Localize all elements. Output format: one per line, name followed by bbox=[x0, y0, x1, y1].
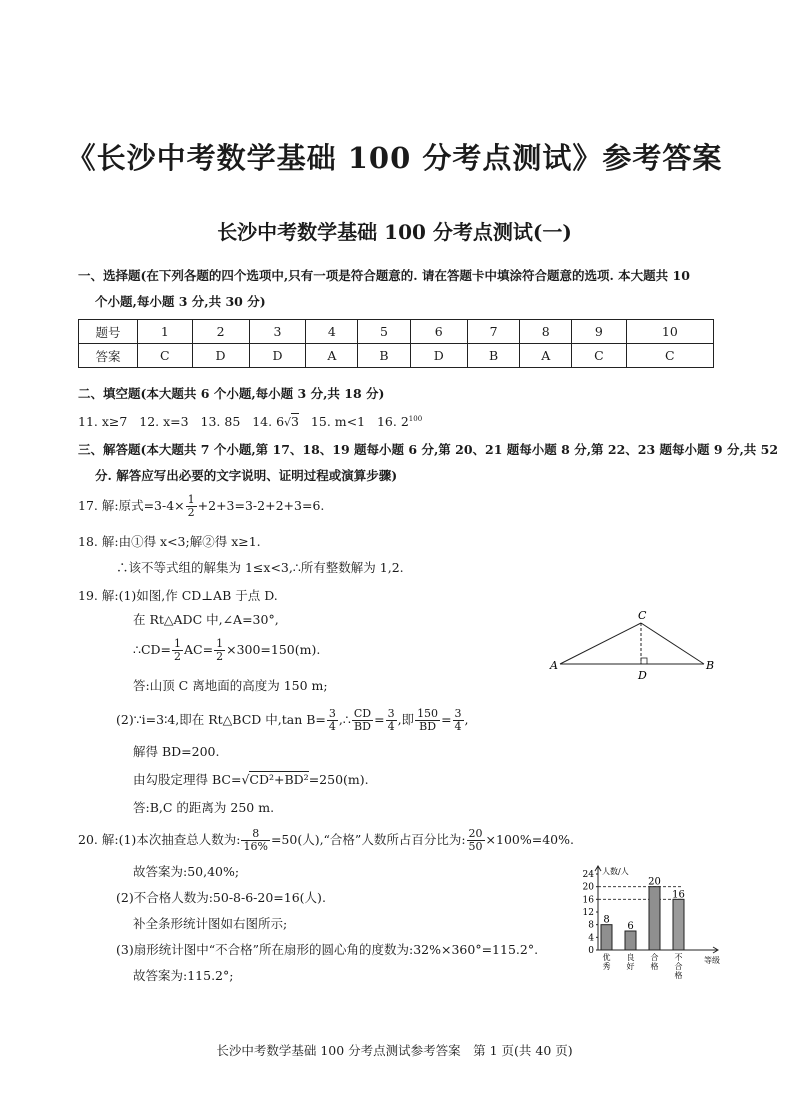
y-tick-label: 0 bbox=[588, 946, 594, 956]
bar-value-label: 16 bbox=[672, 889, 685, 901]
table-label-answer: 答案 bbox=[79, 344, 138, 368]
bar-chart bbox=[568, 862, 728, 990]
label-d: D bbox=[638, 669, 647, 682]
fraction-numerator: 3 bbox=[328, 707, 336, 720]
table-cell: 9 bbox=[572, 320, 627, 344]
table-label-number: 题号 bbox=[79, 320, 138, 344]
fraction-150-bd bbox=[415, 708, 440, 733]
fraction-denominator: 2 bbox=[187, 506, 195, 519]
fraction-numerator: 1 bbox=[216, 637, 224, 650]
q19-line8: 答:B,C 的距离为 250 m. bbox=[133, 800, 275, 815]
q20-line4: 补全条形统计图如右图所示; bbox=[133, 916, 288, 931]
q19-line6: 解得 BD=200. bbox=[133, 744, 220, 759]
table-cell: 8 bbox=[520, 320, 572, 344]
page-footer: 长沙中考数学基础 100 分考点测试参考答案 第 1 页(共 40 页) bbox=[216, 1043, 573, 1058]
answer-14-prefix: 14. 6 bbox=[252, 414, 285, 429]
side-ac bbox=[560, 623, 641, 664]
table-cell: 3 bbox=[249, 320, 306, 344]
q19-ac-expression: AC= bbox=[184, 642, 214, 657]
comma: , bbox=[464, 712, 469, 727]
q18-line1: 18. 解:由①得 x<3;解②得 x≥1. bbox=[78, 534, 261, 549]
x-axis-label: 等级 bbox=[704, 956, 720, 965]
section1-heading-line2: 个小题,每小题 3 分,共 30 分) bbox=[95, 294, 266, 309]
answer-16-exponent: 100 bbox=[408, 414, 423, 423]
table-row-numbers bbox=[79, 320, 714, 344]
sqrt-icon: √ bbox=[284, 416, 292, 429]
q20-total-text: 20. 解:(1)本次抽查总人数为: bbox=[78, 832, 241, 847]
table-cell: D bbox=[249, 344, 306, 368]
answer-14-radicand: 3 bbox=[291, 414, 299, 429]
triangle-figure bbox=[548, 608, 728, 684]
label-a: A bbox=[550, 659, 558, 672]
table-cell: A bbox=[520, 344, 572, 368]
bar-value-label: 6 bbox=[627, 921, 634, 932]
fraction-numerator: 1 bbox=[187, 493, 195, 506]
table-cell: A bbox=[306, 344, 358, 368]
section2-heading: 二、填空题(本大题共 6 个小题,每小题 3 分,共 18 分) bbox=[78, 386, 385, 401]
q19-bc-result: =250(m). bbox=[308, 772, 369, 787]
q19-therefore: ,∴ bbox=[338, 712, 351, 727]
q20-percent-text: =50(人),“合格”人数所占百分比为: bbox=[270, 832, 466, 847]
answer-16-base: 16. 2 bbox=[376, 414, 409, 429]
fraction-denominator: 4 bbox=[328, 720, 336, 733]
test-subtitle: 长沙中考数学基础 100 分考点测试(一) bbox=[217, 220, 572, 244]
bar-良好 bbox=[625, 931, 636, 950]
section1-heading-line1: 一、选择题(在下列各题的四个选项中,只有一项是符合题意的. 请在答题卡中填涂符合题意的选项. 本大题共 10 bbox=[78, 268, 690, 283]
fraction-denominator: 4 bbox=[454, 720, 462, 733]
fraction-20-50 bbox=[467, 828, 485, 853]
table-cell: 5 bbox=[358, 320, 411, 344]
fraction-numerator: 3 bbox=[454, 707, 462, 720]
table-cell: 1 bbox=[138, 320, 193, 344]
fraction-3-4 bbox=[327, 708, 338, 733]
bar-优秀 bbox=[601, 925, 612, 950]
q20-line5: (3)扇形统计图中“不合格”所在扇形的圆心角的度数为:32%×360°=115.2°. bbox=[116, 942, 539, 957]
fraction-3-4 bbox=[453, 708, 464, 733]
q20-line3: (2)不合格人数为:50-8-6-20=16(人). bbox=[116, 890, 326, 905]
fraction-denominator: 4 bbox=[387, 720, 395, 733]
q19-line1: 19. 解:(1)如图,作 CD⊥AB 于点 D. bbox=[78, 588, 278, 603]
fraction-8-16pct bbox=[241, 828, 269, 853]
table-cell: B bbox=[358, 344, 411, 368]
fraction-denominator: 16% bbox=[243, 840, 268, 853]
table-cell: D bbox=[192, 344, 249, 368]
right-angle-mark bbox=[641, 658, 647, 664]
q19-line7 bbox=[133, 770, 369, 788]
answer-13: 13. 85 bbox=[200, 414, 241, 429]
y-tick-label: 24 bbox=[582, 870, 594, 880]
answer-11: 11. x≥7 bbox=[78, 414, 128, 429]
equals-sign: = bbox=[441, 712, 452, 727]
bar-合格 bbox=[649, 887, 660, 950]
q17-solution bbox=[78, 494, 324, 519]
table-row-answers bbox=[79, 344, 714, 368]
q19-radicand: CD²+BD² bbox=[249, 772, 309, 787]
fraction-numerator: 20 bbox=[468, 827, 483, 840]
table-cell: 7 bbox=[467, 320, 520, 344]
fraction-numerator: 3 bbox=[387, 707, 395, 720]
answer-15: 15. m<1 bbox=[310, 414, 366, 429]
q19-ie: ,即 bbox=[397, 712, 415, 727]
fraction-cd-bd bbox=[352, 708, 373, 733]
bar-不合格 bbox=[673, 899, 684, 950]
table-cell: C bbox=[138, 344, 193, 368]
category-label: 良好 bbox=[626, 953, 635, 971]
answer-16 bbox=[377, 414, 422, 429]
q20-line2: 故答案为:50,40%; bbox=[133, 864, 240, 879]
section3-heading-line1: 三、解答题(本大题共 7 个小题,第 17、18、19 题每小题 6 分,第 20、21 题每小题 8 分,第 22、23 题每小题 9 分,共 52 bbox=[78, 442, 779, 457]
q18-line2: ∴该不等式组的解集为 1≤x<3,∴所有整数解为 1,2. bbox=[116, 560, 404, 575]
category-label: 合格 bbox=[650, 953, 659, 971]
section3-heading-line2: 分. 解答应写出必要的文字说明、证明过程或演算步骤) bbox=[95, 468, 398, 483]
q19-tan-text: (2)∵i=3∶4,即在 Rt△BCD 中,tan B= bbox=[116, 712, 326, 727]
fill-in-answers bbox=[78, 414, 422, 429]
label-b: B bbox=[706, 659, 715, 672]
table-cell: C bbox=[626, 344, 713, 368]
answer-table bbox=[78, 319, 714, 368]
fraction-3-4 bbox=[386, 708, 397, 733]
y-tick-label: 8 bbox=[588, 920, 594, 931]
y-tick-label: 12 bbox=[582, 908, 594, 918]
table-cell: 6 bbox=[410, 320, 467, 344]
y-tick-label: 4 bbox=[588, 933, 594, 944]
q19-line4: 答:山顶 C 离地面的高度为 150 m; bbox=[133, 678, 328, 693]
fraction-numerator: 8 bbox=[241, 828, 269, 841]
equals-sign: = bbox=[374, 712, 385, 727]
table-cell: 10 bbox=[626, 320, 713, 344]
page-title: 《长沙中考数学基础 100 分考点测试》参考答案 bbox=[66, 141, 723, 175]
table-cell: 4 bbox=[306, 320, 358, 344]
fraction-denominator: 50 bbox=[468, 840, 483, 853]
y-tick-label: 16 bbox=[582, 895, 594, 906]
label-c: C bbox=[638, 609, 647, 622]
category-label: 优秀 bbox=[602, 953, 611, 971]
fraction-numerator: 150 bbox=[417, 707, 439, 720]
q19-cd-expression: ∴CD= bbox=[133, 642, 172, 657]
table-cell: D bbox=[410, 344, 467, 368]
q19-line2: 在 Rt△ADC 中,∠A=30°, bbox=[133, 612, 279, 627]
half-fraction bbox=[172, 638, 183, 663]
fraction-denominator: BD bbox=[354, 720, 371, 733]
q19-line5 bbox=[116, 708, 469, 733]
sqrt-icon: √ bbox=[241, 772, 250, 787]
bar-value-label: 8 bbox=[603, 914, 610, 926]
fraction-denominator: 2 bbox=[174, 650, 182, 663]
y-axis-label: 人数/人 bbox=[602, 867, 629, 876]
side-bc bbox=[641, 623, 704, 664]
table-cell: 2 bbox=[192, 320, 249, 344]
bar-value-label: 20 bbox=[648, 876, 661, 888]
answer-14 bbox=[252, 414, 299, 429]
q17-suffix: +2+3=3-2+2+3=6. bbox=[197, 498, 325, 513]
q19-result: ×300=150(m). bbox=[226, 642, 321, 657]
fraction-denominator: 2 bbox=[216, 650, 224, 663]
category-label: 不合格 bbox=[674, 953, 683, 980]
q19-line3 bbox=[133, 638, 320, 663]
q17-fraction bbox=[186, 494, 197, 519]
fraction-numerator: 1 bbox=[174, 637, 182, 650]
fraction-denominator: BD bbox=[419, 720, 437, 733]
answer-12: 12. x=3 bbox=[139, 414, 189, 429]
q20-line1 bbox=[78, 828, 574, 853]
half-fraction bbox=[214, 638, 225, 663]
q20-line6: 故答案为:115.2°; bbox=[133, 968, 234, 983]
table-cell: B bbox=[467, 344, 520, 368]
q20-percent-result: ×100%=40%. bbox=[485, 832, 574, 847]
y-tick-label: 20 bbox=[582, 882, 594, 893]
fraction-numerator: CD bbox=[353, 707, 372, 720]
q19-pythagoras-text: 由勾股定理得 BC= bbox=[133, 772, 242, 787]
q17-prefix: 17. 解:原式=3-4× bbox=[78, 498, 185, 513]
table-cell: C bbox=[572, 344, 627, 368]
